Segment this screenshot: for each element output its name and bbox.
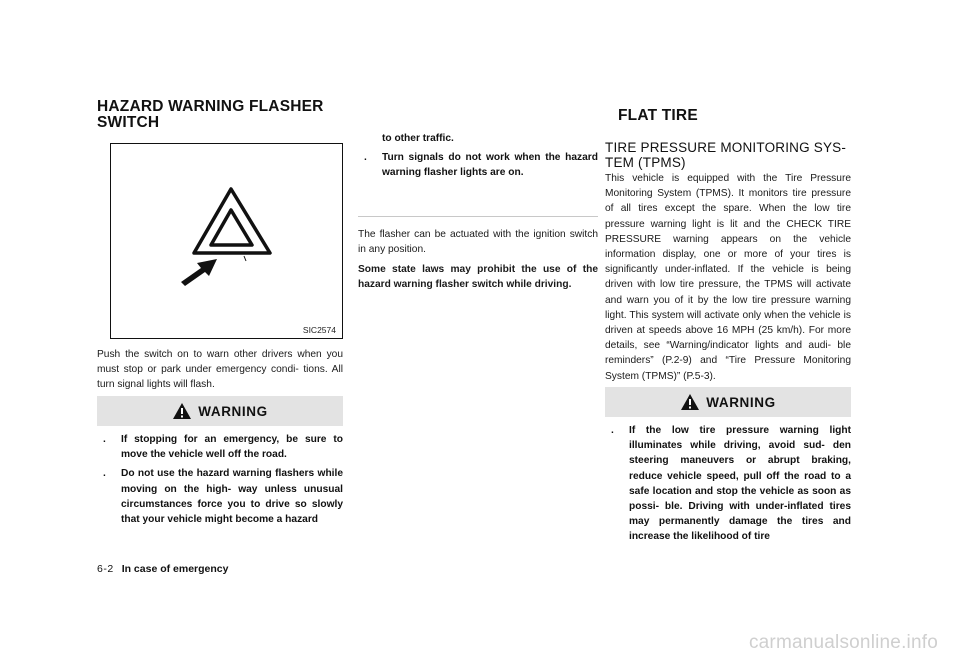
- watermark: carmanualsonline.info: [748, 632, 938, 653]
- warning-divider: [358, 216, 598, 217]
- warning-triangle-icon: [172, 402, 192, 420]
- tpms-paragraph: This vehicle is equipped with the Tire Pressure Monitoring System (TPMS). It monitors tire pressure of all tires except the spare. When the low tire pressure warning light is lit and the CHECK TIRE PRESSURE warning appears on the vehicle information display, one or more of your tires is significantly under-inflated. If the vehicle is being driven with low tire pressure, the TPMS will activate and warn you of it by the low tire pressure warning light. This system will activate only when the vehicle is driven at speeds above 16 MPH (25 km/h). For more details, see “Warning/indicator lights and audi- ble reminders” (P.2-9) and “Tire Pressure Monitoring System (TPMS)” (P.5-3).: [605, 173, 851, 382]
- warning-bullet-continued: to other traffic.: [382, 133, 454, 144]
- warning-box-left: [97, 396, 343, 531]
- warning-bullet: . Turn signals do not work when the hazard warning flasher lights are on.: [364, 152, 598, 179]
- warning-title: WARNING: [198, 403, 268, 419]
- section-heading-flat-tire: FLAT TIRE: [618, 107, 698, 124]
- warning-list-middle: [358, 131, 598, 181]
- state-laws-paragraph: Some state laws may prohibit the use of the hazard warning flasher switch while driving.: [358, 264, 598, 291]
- section-heading-hazard: HAZARD WARNING FLASHER SWITCH: [97, 98, 324, 131]
- figure-label: SIC2574: [302, 325, 336, 335]
- warning-header: [605, 387, 851, 417]
- page-footer: [97, 563, 229, 575]
- page-number: 6-2: [97, 563, 114, 575]
- warning-bullet: . Do not use the hazard warning flashers while moving on the high- way unless unusual circumstances force you to drive so slowly that your vehicle might become a hazard: [103, 468, 343, 526]
- ignition-paragraph: The flasher can be actuated with the ignition switch in any position.: [358, 229, 598, 256]
- warning-header: [97, 396, 343, 426]
- warning-triangle-icon: [680, 393, 700, 411]
- hazard-switch-figure: [110, 143, 343, 339]
- section-name: In case of emergency: [121, 563, 229, 575]
- warning-bullet: . If stopping for an emergency, be sure to move the vehicle well off the road.: [103, 434, 343, 461]
- warning-list-right: [605, 423, 851, 545]
- hazard-switch-illustration: [111, 144, 342, 338]
- warning-title: WARNING: [706, 394, 776, 410]
- tpms-subheading: TIRE PRESSURE MONITORING SYS- TEM (TPMS): [605, 140, 847, 170]
- warning-list-left: [97, 432, 343, 527]
- warning-continuation: [358, 131, 598, 185]
- warning-bullet: . If the low tire pressure warning light illuminates while driving, avoid sud- den steering maneuvers or abrupt braking, reduce vehicle speed, pull off the road to a safe location and stop the vehicle as soon as possi- ble. Driving with under-inflated tires may permanently damage the tires and increase the likelihood of tire: [611, 425, 851, 543]
- intro-paragraph: Push the switch on to warn other drivers when you must stop or park under emergency condi- tions. All turn signal lights will flash.: [97, 349, 343, 391]
- warning-box-right: [605, 387, 851, 549]
